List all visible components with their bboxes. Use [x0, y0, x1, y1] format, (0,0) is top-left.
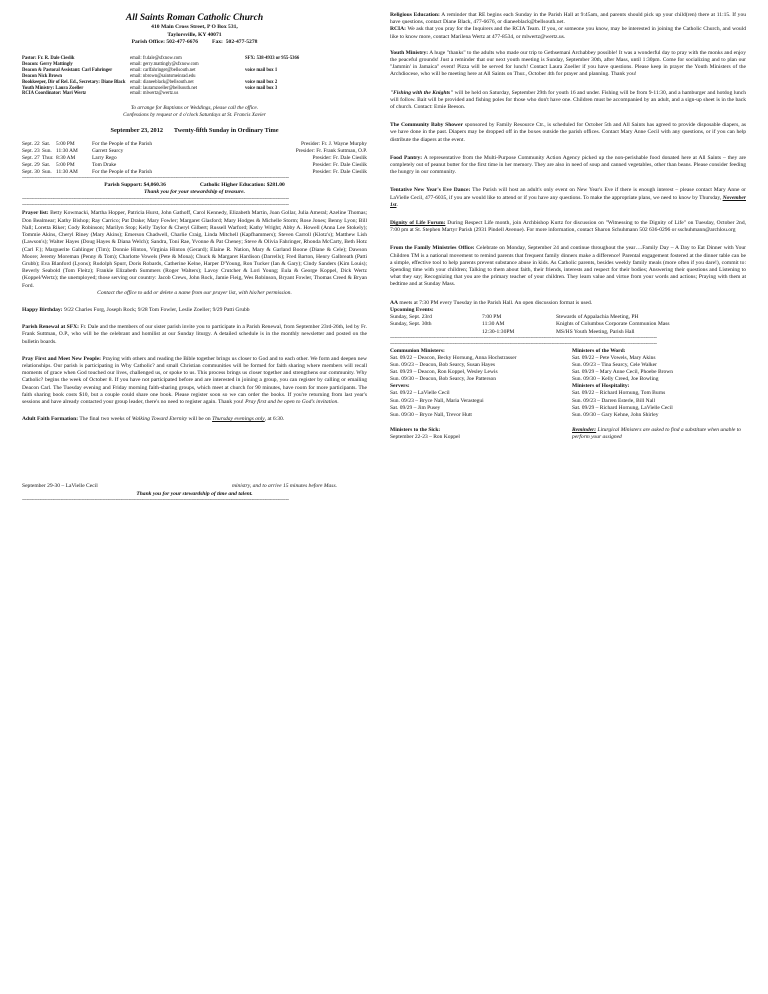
schedule-presider: Presider: Fr. Dale Cieslik [312, 162, 367, 169]
adult-faith [22, 416, 367, 423]
sick-title: Ministers to the Sick: [390, 426, 441, 433]
upcoming-events [390, 314, 746, 336]
sick-body: September 22-23 – Ron Koppel [390, 434, 460, 441]
higher-ed-amount: Catholic Higher Education: $281.00 [199, 182, 285, 189]
baby-shower-body: sponsored by Family Resource Ctr., is scheduled for October 5th and All Saints has agreed to provide disposable diapers, as we have done in the past. Diapers may be dropped off in the boxes outside the parish offices. Contact Mary Anne Cecil with any questions, or if you can help distribute the diapers at the event. [390, 122, 746, 143]
word-row: Sat. 09/22 – Pete Vowels, Mary Akins [572, 354, 656, 361]
adult-faith-book: Walking Toward Eternity [131, 416, 188, 423]
birthday-body: 9/22 Charles Forg, Joseph Rock; 9/28 Tom Fowler, Leslie Zoeller; 9/29 Patti Grubb [63, 306, 250, 313]
word-row: Sun. 09/23 – Tina Searcy, Cele Walker [572, 361, 657, 368]
staff-extra: SFX: 538-4933 or 955-5366 [245, 56, 300, 62]
schedule-time: 5:00 PM [56, 162, 75, 169]
youth-ministry [390, 50, 746, 79]
office-phone: Parish Office: 502-477-6676 Fax: 502-477-5278 [131, 38, 258, 45]
religious-ed-title: Religious Education: [390, 12, 440, 18]
word-ministers [572, 348, 746, 384]
schedule-time: 11:30 AM [56, 169, 78, 176]
schedule-date: Sept. 27 [22, 155, 40, 162]
separator: ~~~~~~~~~~~~~~~~~~~~~~~~~~~~~~~~~~~~~~~~~~~~~~~~~~~~~~~~~~~~~~~~~~~~~~~~~~~~~~~~~~~~~~~~~~~~~~~~~~~~~~ [22, 497, 289, 503]
pray-first-title: Pray First and Meet New People: [22, 355, 102, 362]
happy-birthday [22, 307, 367, 314]
event-date: Sunday, Sept. 30th [390, 321, 432, 328]
schedule-presider: Presider: Fr. J. Wayne Murphy [301, 141, 367, 148]
schedule-intent: For the People of the Parish [92, 141, 153, 148]
event-event: MS/HS Youth Meeting, Parish Hall [556, 328, 635, 335]
schedule-intent: Larry Rego [92, 155, 117, 162]
prayer-list-title: Prayer list: [22, 210, 49, 217]
staff-extra: voice mail box 2 [245, 79, 278, 85]
sunday-title: September 23, 2012 Twenty-fifth Sunday in Ordinary Time [110, 127, 279, 135]
sick-ministers [390, 427, 572, 441]
communion-row: Sat. 09/29 – Deacon, Ron Koppel, Wesley Lewis [390, 369, 498, 375]
separator: ~~~~~~~~~~~~~~~~~~~~~~~~~~~~~~~~~~~~~~~~~~~~~~~~~~~~~~~~~~~~~~~~~~~~~~~~~~~~~~~~~~~~~~~~~~~~~~~~~~~~~~ [22, 176, 289, 182]
rcia [390, 26, 746, 40]
staff-email: email: mlwertz@wertz.us [130, 91, 179, 97]
adult-faith-when: Thursday evenings only [212, 416, 265, 423]
aa-meeting [390, 300, 746, 307]
dignity-forum [390, 220, 746, 234]
event-event: Stewards of Appalachia Meeting, PH [556, 314, 639, 321]
event-event: Knights of Columbus Corporate Communion Mass [556, 321, 670, 328]
footer-reminder: ministry, and to arrive 15 minutes before Mass. [231, 483, 337, 490]
word-title: Ministers of the Word: [572, 347, 626, 354]
fishing-body: will be held on Saturday, September 29th for youth 16 and under. Fishing will be from 9-11:30, and a hamburger and hotdog lunch will follow. Bait will be provided and fishing poles for those who don't have one. Children must be accompanied by an adult, and a sign-up sheet is in the back of church. Contact: Ernie Beeson. [390, 89, 746, 111]
baby-shower [390, 122, 746, 144]
prayer-list-body: Betty Kowmacki, Martha Hopper, Patricia Hurst, John Gathoff, Carol Kennedy, Elizabeth Martin, Joan Gollar, Julia Ameral; Azeline Thomas; Don Bealmear; Kathy Bishop; Ray Carrico; Pat Drake; Mary Fowler; Margaret Glasford; Mary Hodges & Michelle Storm; Rose Jones; Benny Lyon; Bill Nall; Loretta Riker; Cody Robinson; Marilyn Stop; Kelly Taylor & Cheryl Gilbert; Russell Warford; Kathy Wright; Abby A. Howell (Anna Lee Stokely); Tommie Akins, Cheryl Riney (Mary Akins); Emerson Chadwell, Charlie Craig, Linda Mitchell (Kapfhammers); Steven Carroll (Klotz's); Matthew Lish (Lawson's); Walter Hayes (Doug Hayes & Diana Welch); Sandra, Toni Rae, Yvonne & Pat Cheney; Steve & Olivia Fahringer, Rhonda McCarty, Beth Hotz (Carl F.); Marguerite Gahlinger (Tim); Donnie Hinton, Virginia Hinton (Gerard); Elaine R. Nation, Mary & Garland Boone (Diane & Cele); Dawson Moore; Jeremy Moreman (Penny & Tom); Charlotte Vowels (Pete & Mona); Chuck & Margaret Hardison (Darrells); Fred Barton, Henry Galbreath (Patti Grubb); Eva Blanford (Lyons); Rudolph Spurr, Doris Robards, Catherine Kelne, Harper D'Young, Ron Tucker (Ian & Gary); Cindy Sanders (Kim Louis); Beverly Seabold (Tom Fleitz); Frankie Elizabeth Summers (Roger Walters); Lavoy Crutcher & Lori Young; Eula & George Koppel, Dick Wertz (Koppel/Wertz); the unemployed; those serving our country: Jacob Crews, John Rock, Jamie Fleig, Wes Robinson, Bryant Fowler, Thomas Creed & Bryan Ford. [22, 210, 368, 289]
word-row: Sat. 09/29 – Mary Anne Cecil, Phoebe Brown [572, 369, 673, 375]
dignity-title: Dignity of Life Forum: [390, 220, 446, 227]
adult-faith-mid: will be on [188, 416, 211, 423]
food-pantry [390, 155, 746, 177]
schedule-presider: Presider: Fr. Dale Cieslik [312, 155, 367, 162]
parish-renewal [22, 324, 367, 346]
rcia-title: RCIA: [390, 26, 407, 33]
baby-shower-title: The Community Baby Shower [390, 122, 463, 129]
parish-support-amount: Parish Support: $4,060.36 [104, 182, 166, 189]
event-time: 7:00 PM [482, 314, 502, 321]
communion-row: Sun. 09/30 – Deacon, Bob Searcy, Joe Patterson [390, 376, 496, 383]
communion-ministers [390, 348, 572, 384]
staff-role: RCIA Coordinator: Mari Wertz [22, 91, 87, 97]
baptism-note: To arrange for Baptisms or Weddings, please call the office. [130, 105, 259, 112]
youth-body: A huge "thanks" to the adults who made our trip to Gethsemani Archabbey possible! It was a wonderful day to pray with the monks and enjoy the peaceful grounds! Just a reminder that our next youth meeting is Sunday, September 30th, after Mass, until 1:30pm. Come for socializing and to plan our "Jammin' in Jamaica" event! Pizza will be served for lunch! Contact Laura Zoeller if you have questions. Please keep in prayer the Youth Ministers of the Archdiocese, who will be meeting here at All Saints on Thur., October 4th for prayer and planning. Thank you! [390, 49, 746, 78]
schedule-intent: For the People of the Parish [92, 169, 153, 176]
staff-email: email: carlfahringer@bellsouth.net [130, 67, 196, 73]
birthday-title: Happy Birthday: [22, 306, 63, 313]
staff-email: email: gerry.mattingly@sfxnow.com [130, 62, 199, 68]
fishing-knights [390, 90, 746, 112]
right-column [390, 12, 746, 441]
event-date [390, 329, 482, 336]
schedule-time: 5:00 PM [56, 141, 75, 148]
servers-title: Servers: [390, 383, 410, 390]
footer-ministry [22, 483, 367, 490]
aa-body: meets at 7:30 PM every Tuesday in the Parish Hall. An open discussion format is used. [399, 299, 593, 306]
schedule-day: Sun. [42, 148, 52, 155]
religious-ed-body: A reminder that RE begins each Sunday in the Parish Hall at 9:45am, and parents should pick up your child(ren) there at 11:15. If you have questions, contact Diane Black, 477-6676, or dianeeblack@bellsouth.net. [390, 12, 746, 26]
word-row: Sun. 09/30 – Kelly Creed, Joe Bowling [572, 376, 659, 383]
communion-row: Sat. 09/22 – Deacon, Becky Hornung, Anna Hochstrasser [390, 354, 517, 361]
separator: ~~~~~~~~~~~~~~~~~~~~~~~~~~~~~~~~~~~~~~~~~~~~~~~~~~~~~~~~~~~~~~~~~~~~~~~~~~~~~~~~~~~~~~~~~~~~~~~~~~~~~~ [22, 196, 289, 202]
renewal-title: Parish Renewal at SFX: [22, 324, 79, 331]
left-column [22, 12, 367, 504]
staff-directory [22, 56, 367, 97]
staff-role: Pastor: Fr. R. Dale Cieslik [22, 56, 75, 62]
parish-support [22, 182, 367, 189]
staff-email: email: nbrown@saintsmeinrad.edu [130, 73, 196, 79]
schedule-intent: Garrett Searcy [92, 148, 124, 155]
schedule-presider: Presider: Fr. Dale Cieslik [312, 169, 367, 176]
servers-row: Sat. 09/29 – Jim Pusey [390, 404, 441, 411]
new-years-body: The Parish will host an adult's only event on New Year's Eve if there is enough interest – please contact Mary Anne or LaVielle Cecil, 477-6035, if you are would like to attend or if you have any questions. To make the appropriate plans, we need to know by Thursday, [390, 187, 746, 201]
new-years-dance: Tentative New Year's Eve Dance: The Parish will host an adult's only event on New Year's Eve if there is enough interest – please contact Mary Anne or LaVielle Cecil, 477-6035, if you are would like to attend or if you have any questions. To make the appropriate plans, we need to know by Thursday, November 1st. [390, 187, 746, 208]
family-body: Celebrate on Monday, September 24 and continue throughout the year….Family Day – A Day to Eat Dinner with Your Children TM is a national movement to remind parents that frequent family dinners make a difference! Parental engagement fostered at the dinner table can be a simple, effective tool to help parents prevent substance abuse in kids. As Catholic parents, besides weekly family meals (more often if you dare!), commit to: Spending time with your children; Talking to them about faith, their friends, interests and respect for their bodies; Answering their questions and Listening to what they say; Recognizing that you are the primary teacher of your children. They learn value and virtue from your words and actions; Praying with them at bedtime and at Sunday Mass. [390, 245, 746, 288]
schedule-day: Sun. [42, 169, 52, 176]
hospitality-row: Sat. 09/22 – Richard Hornung, Tom Burns [572, 390, 666, 397]
schedule-day: Thur. [42, 155, 54, 162]
servers [390, 383, 572, 419]
adult-faith-pre: The final two weeks of [79, 416, 131, 423]
schedule-day: Sat. [42, 162, 51, 169]
schedule-time: 8:30 AM [56, 155, 76, 162]
schedule-intent: Tom Drake [92, 162, 117, 169]
staff-role: Deacon: Gerry Mattingly [22, 62, 73, 68]
hospitality-row: Sun. 09/30 – Gary Kehne, John Shirley [572, 411, 659, 418]
schedule-date: Sept. 29 [22, 162, 40, 169]
communion-row: Sun. 09/23 – Deacon, Bob Searcy, Susan Hayes [390, 361, 496, 368]
renewal-body: Fr. Dale and the members of our sister parish invite you to participate in a Parish Renewal, from September 23rd-26th, led by Fr. Frank Suttman, O.P., who will be the celebrant and homilist at our Sunday liturgy. A detailed schedule is in the monthly newsletter and posted on the bulletin boards. [22, 324, 367, 345]
fishing-title: "Fishing with the Knights" [390, 89, 454, 96]
family-title: From the Family Ministries Office: [390, 245, 475, 252]
address-line-1: 410 Main Cross Street, P O Box 531, [151, 24, 238, 31]
footer-lector-line: September 29-30 – LaVielle Cecil [22, 483, 98, 490]
talent-thanks: Thank you for your stewardship of time and talent. [136, 490, 253, 497]
confession-note: Confessions by request or 4 o'clock Saturdays at St. Francis Xavier [123, 112, 266, 119]
religious-education [390, 12, 746, 26]
address-line-2: Taylorsville, KY 40071 [167, 31, 222, 38]
mass-schedule [22, 141, 367, 176]
adult-faith-post: , at 6:30. [264, 416, 285, 423]
hospitality-title: Ministers of Hospitality: [572, 383, 630, 390]
staff-role: Deacon & Pastoral Assistant: Carl Fahringer [22, 67, 113, 73]
staff-extra: voice mail box 3 [245, 85, 278, 91]
staff-email: email: fr.dale@sfxnow.com [130, 56, 182, 62]
treasure-thanks: Thank you for your stewardship of treasure. [144, 189, 245, 196]
schedule-date: Sept. 23 [22, 148, 40, 155]
schedule-time: 11:30 AM [56, 148, 78, 155]
schedule-date: Sept. 30 [22, 169, 40, 176]
separator: ~~~~~~~~~~~~~~~~~~~~~~~~~~~~~~~~~~~~~~~~~~~~~~~~~~~~~~~~~~~~~~~~~~~~~~~~~~~~~~~~~~~~~~~~~~~~~~~~~~~~~~ [390, 335, 657, 341]
servers-row: Sun. 09/30 – Bryce Nall, Trevor Hutt [390, 411, 472, 418]
pray-first-body: Praying with others and reading the Bible together brings us closer to God and to each other. We form and deepen new relationships. Our parish is participating in Why Catholic? and small Christian communities will be formed for faith sharing where members will recall moments of grace when God touched our lives, challenged us, or spoke to us. This process brings us closer together and strengthens our community. Why Catholic? begins the week of October 8. If you have not participated before and are interested in joining a group, you can register by calling or emailing Deacon Carl. The Tuesday evening and Friday morning faith-sharing groups, which meet at church for 90 minutes, have room for more participants. The faith sharing book costs $10, but a couple could share one book. Please register soon so we can order the books. If you're returning from last year's sessions and have already contacted your group leader, there's no need to register again. Thank you! [22, 355, 367, 405]
staff-email: email: lauramzoeller@bellsouth.net [130, 85, 198, 91]
reminder [572, 427, 746, 441]
reminder-title: Reminder: [572, 426, 597, 433]
staff-role: Deacon Nick Brown [22, 73, 63, 79]
prayer-list [22, 210, 367, 289]
servers-row: Sat. 09/22 – LaVielle Cecil [390, 390, 450, 397]
new-years-title: Tentative New Year's Eve Dance: [390, 187, 471, 194]
ministers-grid [390, 348, 746, 442]
hospitality-row: Sat. 09/29 – Richard Hornung, LaVielle Cecil [572, 404, 673, 411]
staff-extra: voice mail box 1 [245, 67, 278, 73]
dignity-body: During Respect Life month, join Archbishop Kurtz for discussion on "Witnessing to the Dignity of Life" on Tuesday, October 2nd, 7:00 pm at St. Stephen Martyr Parish (2931 Pindell Avenue). For more information, contact Sharon Schuhmann 502 636-0296 or sschuhmann@archlou.org [390, 220, 746, 234]
church-name: All Saints Roman Catholic Church [125, 13, 264, 23]
staff-extra [245, 91, 367, 97]
staff-role: Bookkeeper, Dir of Rel. Ed., Secretary: Diane Black [22, 79, 126, 85]
prayer-list-note: Contact the office to add or delete a name from our prayer list, with his/her permission. [97, 289, 292, 296]
hospitality-row: Sun. 09/23 – Darren Esterle, Bill Nall [572, 397, 656, 404]
separator: ~~~~~~~~~~~~~~~~~~~~~~~~~~~~~~~~~~~~~~~~~~~~~~~~~~~~~~~~~~~~~~~~~~~~~~~~~~~~~~~~~~~~~~~~~~~~~~~~~~~~~~ [22, 202, 289, 208]
family-ministries [390, 245, 746, 288]
schedule-presider: Presider: Fr. Frank Suttman, O.P. [295, 148, 367, 155]
food-pantry-body: A representative from the Multi-Purpose Community Action Agency picked up the non-perishable food donated here at All Saints – they are completely out of peanut butter for the first time in her memory. They are also in need of soup and canned vegetables, other than beans. Please consider feeding the hungry in our community. [390, 154, 746, 176]
aa-title: AA [390, 299, 399, 306]
event-time: 12:30-1:30PM [482, 328, 515, 335]
reminder-body: Liturgical Ministers are asked to find a substitute when unable to perform your assigned [572, 426, 742, 441]
event-date: Sunday, Sept. 23rd [390, 314, 432, 321]
new-years-deadline: November 1st [390, 194, 746, 208]
upcoming-title: Upcoming Events: [390, 306, 434, 313]
staff-email: email: dianeeblack@bellsouth.net [130, 79, 194, 85]
pray-first-tail: Pray first and be open to God's invitation. [245, 398, 339, 405]
rcia-body: We ask that you pray for the Inquirers and the RCIA Team. If you, or someone you know, may be interested in joining the Catholic Church, and would like to know more, contact Marilena Wertz at 477-8534, or mlwertz@wertz.us. [390, 26, 746, 40]
servers-row: Sun. 09/23 – Bryce Nall, Maria Verastegui [390, 397, 484, 404]
pray-first [22, 356, 367, 406]
food-pantry-title: Food Pantry: [390, 154, 423, 161]
hospitality-ministers [572, 383, 746, 419]
youth-title: Youth Ministry: [390, 49, 429, 56]
communion-title: Communion Ministers: [390, 347, 445, 354]
adult-faith-title: Adult Faith Formation: [22, 416, 79, 423]
event-time: 11:30 AM [482, 321, 505, 328]
staff-role: Youth Ministry: Laura Zoeller [22, 85, 84, 91]
schedule-date: Sept. 22 [22, 141, 40, 148]
separator: ~~~~~~~~~~~~~~~~~~~~~~~~~~~~~~~~~~~~~~~~~~~~~~~~~~~~~~~~~~~~~~~~~~~~~~~~~~~~~~~~~~~~~~~~~~~~~~~~~~~~~~ [390, 341, 657, 347]
schedule-day: Sat. [42, 141, 51, 148]
